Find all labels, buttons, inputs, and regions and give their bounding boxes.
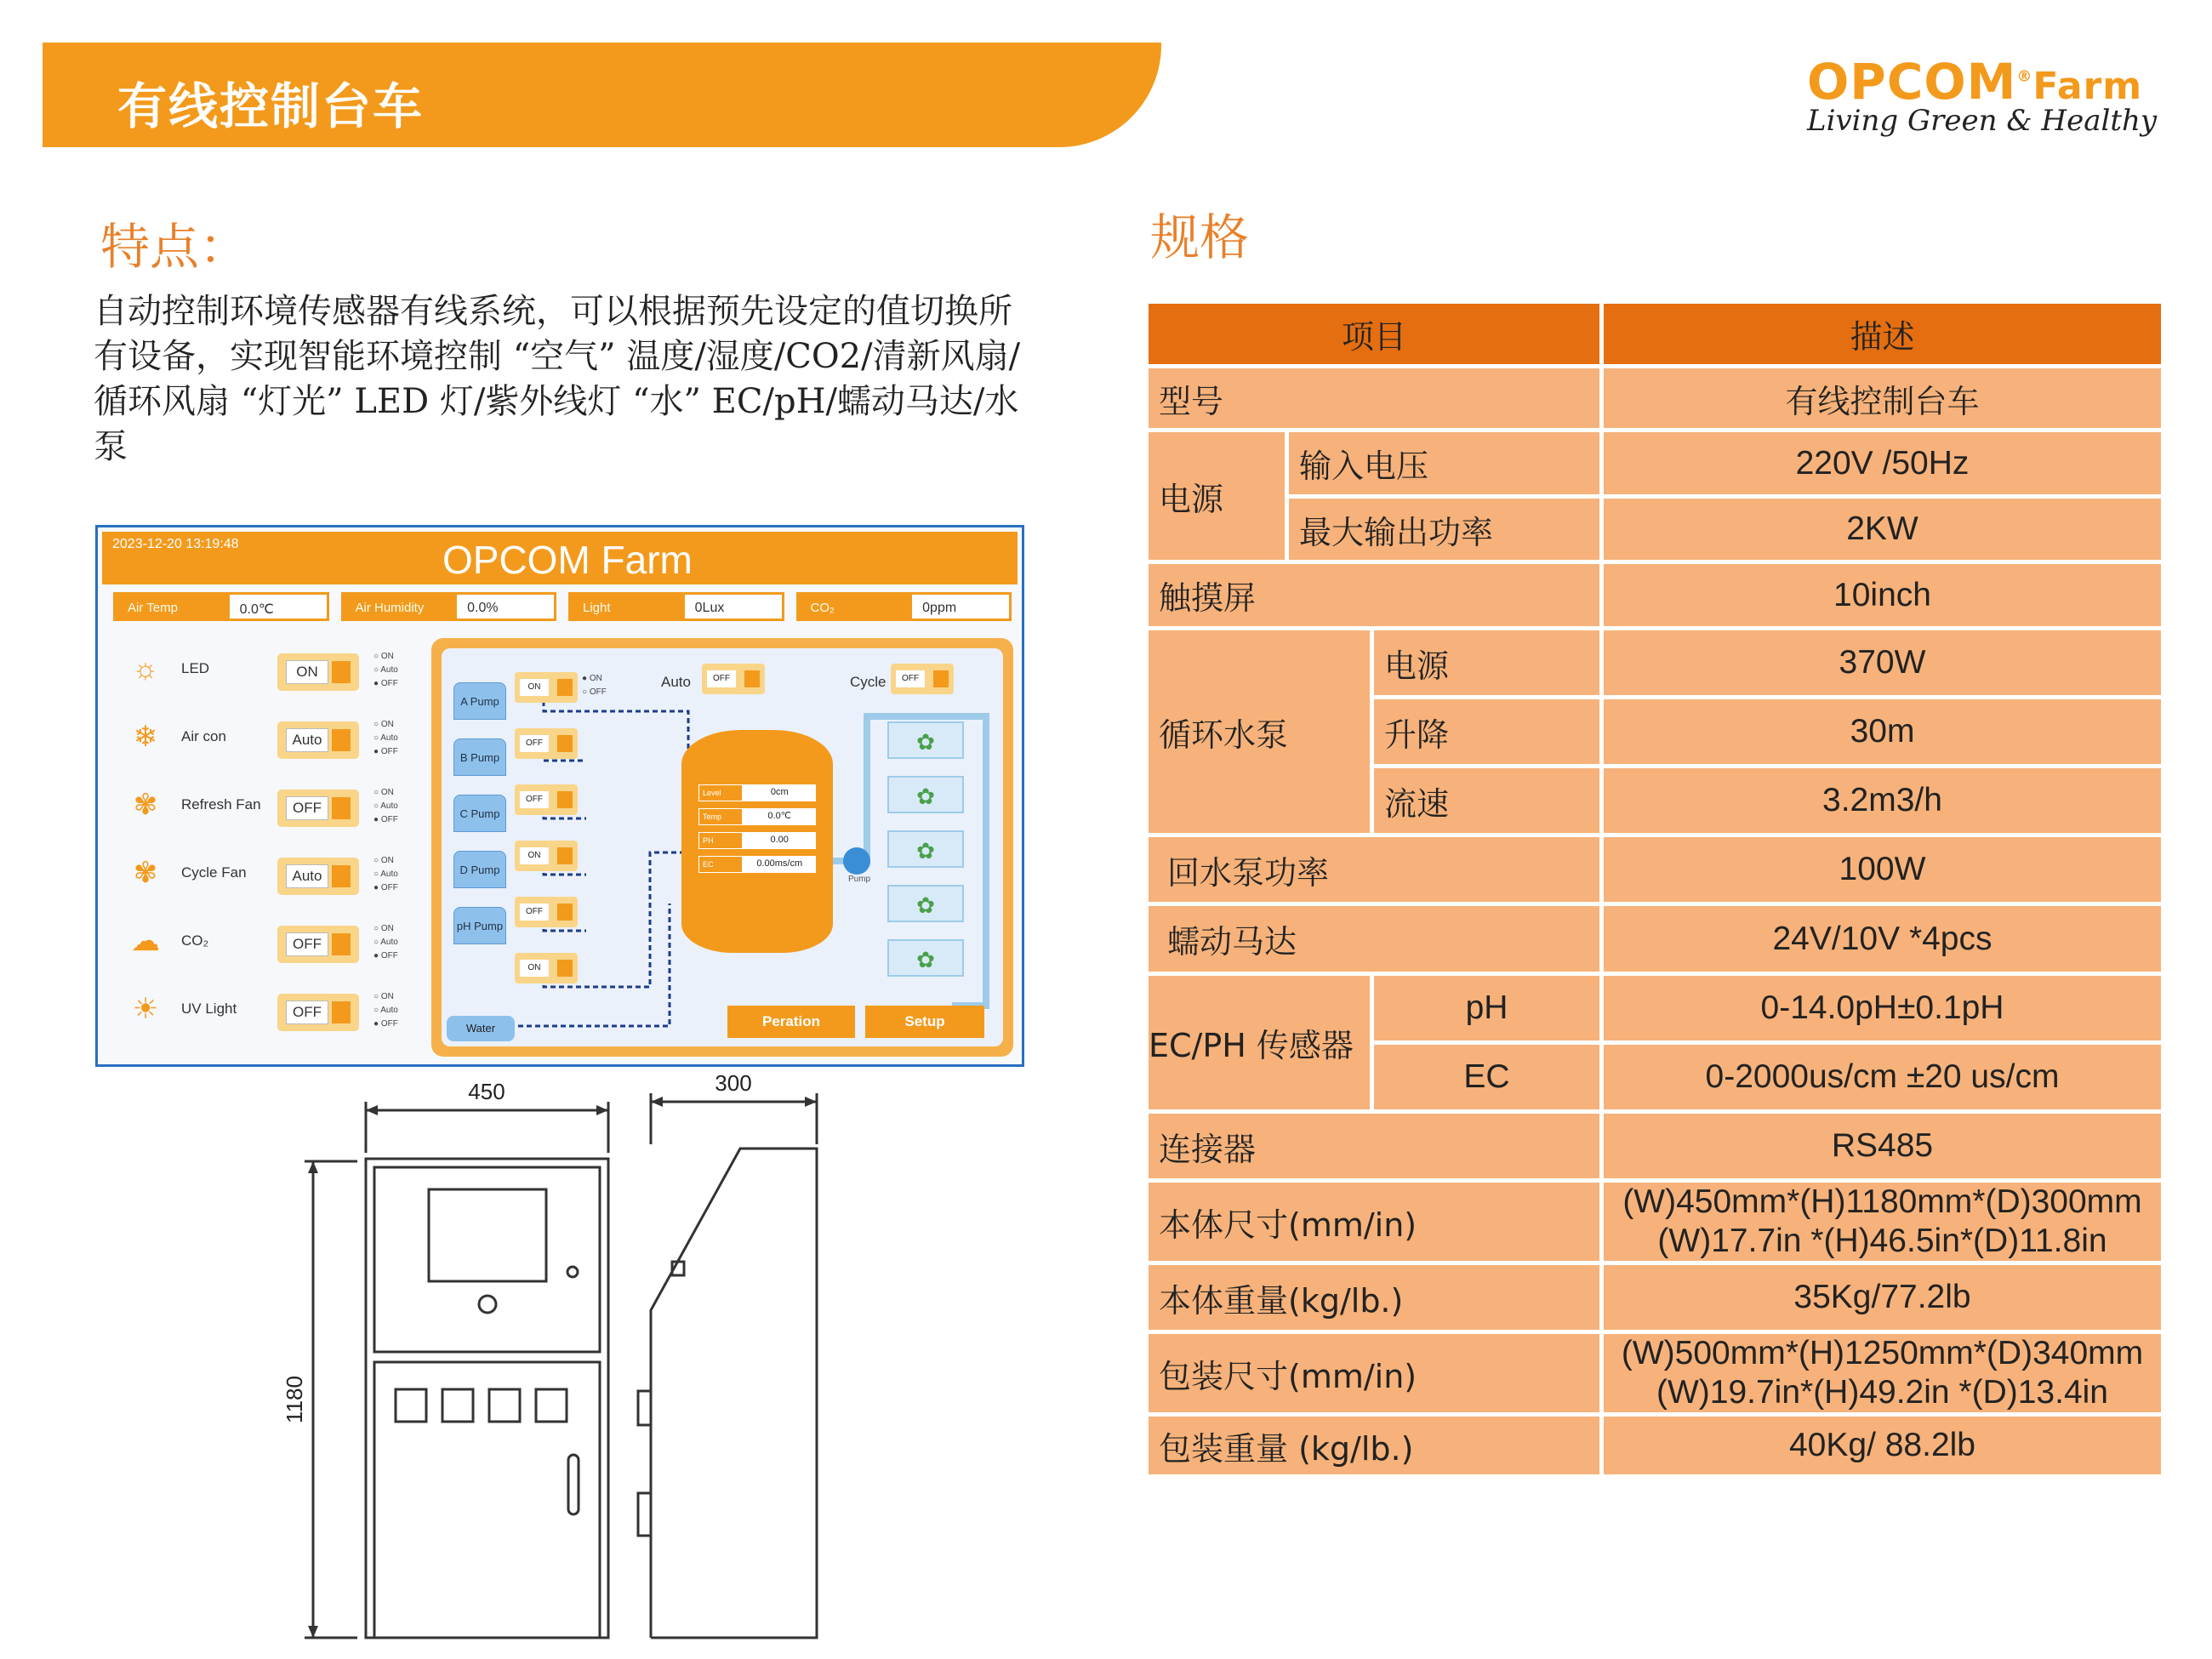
- device-co2: ☁ CO₂ OFF ○ ON ○ Auto ● OFF: [128, 917, 418, 972]
- air-con-switch: Auto: [277, 721, 359, 759]
- spec-table: [1149, 304, 2161, 1474]
- sensor-light: Light 0Lux: [568, 592, 784, 621]
- cabinet-drawing: [281, 1068, 834, 1655]
- cycle-label: Cycle: [850, 674, 887, 690]
- specs-heading: 规格: [1150, 208, 1250, 266]
- page-title: 有线控制台车: [117, 77, 425, 135]
- ec-label: EC: [1374, 1045, 1599, 1109]
- sensor-air-humidity: Air Humidity 0.0%: [341, 592, 557, 621]
- refresh-fan-switch: OFF: [277, 790, 359, 827]
- circ-pump-label: 循环水泵: [1149, 630, 1370, 833]
- col-item-header: 项目: [1149, 304, 1599, 364]
- circ-power-label: 电源: [1374, 630, 1599, 695]
- depth-dimension: 300: [715, 1070, 752, 1096]
- pack-size-label: 包装尺寸(mm/in): [1149, 1334, 1599, 1412]
- input-voltage-value: 220V /50Hz: [1604, 432, 2161, 494]
- sensor-air-temp: Air Temp 0.0℃: [113, 592, 329, 621]
- pump-label: Pump: [848, 875, 871, 884]
- return-pump-value: 100W: [1604, 837, 2161, 902]
- co2-switch: OFF: [277, 926, 359, 963]
- device-air-con: ❄ Air con Auto ○ ON ○ Auto ● OFF: [128, 713, 418, 767]
- pump-c-switch: OFF: [515, 784, 578, 815]
- ec-value: 0-2000us/cm ±20 us/cm: [1604, 1045, 2161, 1109]
- pump-d: D Pump: [453, 851, 506, 888]
- led-icon: ☼: [132, 653, 159, 685]
- pump-return-switch: ON: [515, 953, 578, 983]
- features-description: 自动控制环境传感器有线系统，可以根据预先设定的值切换所有设备，实现智能环境控制 “空气” 温度/湿度/CO2/清新风扇/循环风扇 “灯光” LED 灯/紫外线灯 “水” EC/pH/蠕动马达/水泵: [94, 292, 1021, 466]
- circ-flow-label: 流速: [1374, 768, 1599, 833]
- uv-light-switch: OFF: [277, 994, 359, 1031]
- pump-a: A Pump: [453, 682, 506, 720]
- pack-weight-label: 包装重量 (kg/lb.): [1149, 1417, 1599, 1474]
- max-output-label: 最大输出功率: [1289, 499, 1599, 560]
- plant-icon: ✿: [887, 885, 964, 922]
- dimension-drawing: [281, 1068, 834, 1655]
- pump-c: C Pump: [453, 795, 506, 832]
- peristaltic-label: 蠕动马达: [1149, 906, 1599, 972]
- pump-b: B Pump: [453, 738, 506, 776]
- body-size-mm: (W)450mm*(H)1180mm*(D)300mm: [1622, 1183, 2142, 1220]
- return-pump-label: 回水泵功率: [1149, 837, 1599, 902]
- plant-icon: ✿: [887, 939, 964, 977]
- model-label: 型号: [1149, 368, 1599, 428]
- peristaltic-value: 24V/10V *4pcs: [1604, 906, 2161, 972]
- model-value: 有线控制台车: [1604, 368, 2161, 428]
- pump-b-switch: OFF: [515, 728, 578, 759]
- auto-switch: OFF: [702, 664, 765, 694]
- pack-size-mm: (W)500mm*(H)1250mm*(D)340mm: [1621, 1335, 2144, 1371]
- panel-title-bar: [102, 532, 1018, 584]
- device-cycle-fan: ✾ Cycle Fan Auto ○ ON ○ Auto ● OFF: [128, 849, 418, 904]
- pump-a-switch: ON: [515, 672, 578, 703]
- body-size-label: 本体尺寸(mm/in): [1149, 1183, 1599, 1261]
- fan-icon: ✾: [133, 789, 158, 821]
- pump-ph-switch: OFF: [515, 897, 578, 927]
- touchscreen-value: 10inch: [1604, 564, 2161, 626]
- circ-lift-label: 升降: [1374, 699, 1599, 764]
- header-banner: [43, 43, 1161, 147]
- col-desc-header: 描述: [1604, 304, 2161, 364]
- height-dimension: 1180: [282, 1376, 307, 1423]
- plant-icon: ✿: [887, 830, 964, 868]
- sensor-row: [113, 592, 1012, 624]
- device-led: ☼ LED ON ○ ON ○ Auto ● OFF: [128, 645, 418, 699]
- auto-label: Auto: [661, 674, 691, 690]
- snowflake-icon: ❄: [133, 721, 158, 753]
- pack-weight-value: 40Kg/ 88.2lb: [1604, 1417, 2161, 1474]
- panel-title: OPCOM Farm: [442, 538, 693, 582]
- pump-d-switch: ON: [515, 841, 578, 871]
- width-dimension: 450: [468, 1079, 505, 1104]
- body-size-value: [1604, 1183, 2161, 1261]
- process-diagram: A Pump ON ● ON ○ OFF B Pump OFF C Pump OFF D Pump ON pH Pump OFF ON Auto OFF Cycle OFF Level 0cm Temp 0.0℃ PH 0.00 EC 0.00ms/cm Pump ✿ ✿ ✿ ✿ ✿ Peration Setup Water: [431, 638, 1013, 1057]
- ph-value: 0-14.0pH±0.1pH: [1604, 976, 2161, 1040]
- features-heading: 特点：: [100, 218, 249, 276]
- cycle-fan-switch: Auto: [277, 858, 359, 895]
- sensor-co2: CO₂ 0ppm: [796, 592, 1012, 621]
- logo-tagline: Living Green & Healthy: [1807, 104, 2158, 138]
- ph-label: pH: [1374, 976, 1599, 1040]
- circ-power-value: 370W: [1604, 630, 2161, 695]
- logo-wordmark: OPCOM®Farm: [1807, 53, 2143, 111]
- device-uv-light: ☀ UV Light OFF ○ ON ○ Auto ● OFF: [128, 985, 418, 1040]
- plant-icon: ✿: [887, 776, 964, 813]
- pack-size-in: (W)19.7in*(H)49.2in *(D)13.4in: [1656, 1374, 2109, 1411]
- body-size-in: (W)17.7in *(H)46.5in*(D)11.8in: [1657, 1223, 2107, 1259]
- circ-flow-value: 3.2m3/h: [1604, 768, 2161, 833]
- connector-label: 连接器: [1149, 1114, 1599, 1178]
- led-switch: ON: [277, 653, 359, 691]
- device-refresh-fan: ✾ Refresh Fan OFF ○ ON ○ Auto ● OFF: [128, 781, 418, 835]
- fan-icon: ✾: [133, 857, 158, 889]
- plant-icon: ✿: [887, 721, 964, 759]
- input-voltage-label: 输入电压: [1289, 432, 1599, 494]
- setup-button: Setup: [865, 1006, 984, 1038]
- uv-icon: ☀: [132, 993, 159, 1025]
- control-panel-screenshot: [95, 525, 1024, 1067]
- pump-ph: pH Pump: [453, 907, 506, 944]
- operation-button: Peration: [727, 1006, 855, 1038]
- nutrient-tank: Level 0cm Temp 0.0℃ PH 0.00 EC 0.00ms/cm: [681, 730, 833, 953]
- co2-icon: ☁: [131, 925, 160, 957]
- ecph-label: EC/PH 传感器: [1149, 976, 1370, 1109]
- water-source: Water: [447, 1016, 515, 1041]
- pack-size-value: [1604, 1334, 2161, 1412]
- max-output-value: 2KW: [1604, 499, 2161, 560]
- cycle-switch: OFF: [891, 664, 954, 694]
- panel-datetime: 2023-12-20 13:19:48: [112, 537, 239, 551]
- circ-lift-value: 30m: [1604, 699, 2161, 764]
- power-label: 电源: [1149, 432, 1285, 560]
- body-weight-value: 35Kg/77.2lb: [1604, 1265, 2161, 1330]
- touchscreen-label: 触摸屏: [1149, 564, 1599, 626]
- connector-value: RS485: [1604, 1114, 2161, 1178]
- body-weight-label: 本体重量(kg/lb.): [1149, 1265, 1599, 1330]
- opcom-logo: [1807, 53, 2164, 146]
